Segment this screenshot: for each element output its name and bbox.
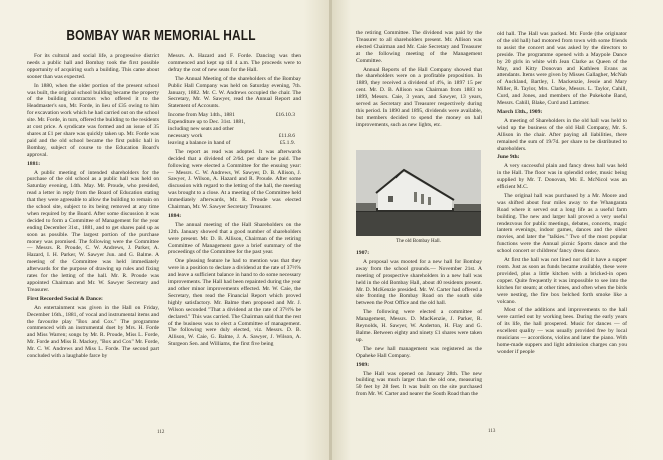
account-row xyxy=(168,112,301,119)
section-heading: 1881: xyxy=(27,160,41,167)
old-hall-photo xyxy=(356,150,481,236)
account-row xyxy=(168,126,301,133)
accounts-table xyxy=(168,112,301,147)
paragraph: In 1880, when the older portion of the present school was built, the original school building became the property of the building contractors who offered it to the Headmaster's son, Mr. Forde, in lieu of £35 owing to him for excavation work which he had carried out on the school site. Mr. Forde, in turn, offered the building to the residents at cost price. A syndicate was formed and an issue of 35 shares at £1 per share was quickly taken up. Mr. Forde was paid and the old school became the first public hall in Bombay, subject of course to the Education Board's approval. xyxy=(27,82,159,158)
paragraph: The new hall management was registered as the Opaheke Hall Company. xyxy=(356,345,482,359)
column-section xyxy=(168,149,301,348)
paragraph: One pleasing feature he had to mention was that they were in a position to declare a dividend at the rate of 37½% and leave a sufficient balance in hand to do some necessary improvements. The Hall had been repainted during the year and other minor improvements effected. Mr. W. Caie, the Secretary, then read the Financial Report which proved highly satisfactory. Mr. Balme then proposed and Mr. J. Wilson seconded "That a dividend at the rate of 37½% be declared." This was carried. The Chairman said that the rest of the business was to elect a Committee of management. The following were duly elected, viz. Messrs. D. B. Allison, W. Caie, G. Balme, J. A. Sawyer, J. Wilson, A. Sturgeon Sen. and Williams, the first five being xyxy=(168,258,301,348)
section-heading: 1907: xyxy=(356,250,370,256)
paragraph: An entertainment was given in the Hall on Friday, December 16th., 1881, of vocal and instrumental items and the favourite play "Box and Cox." The programme commenced with an instrumental duet by Mrs. H. Forde and Miss Warren; songs by Mr. R. Proude, Miss L. Forde, Mr. Forde and Miss B. Mackey, "Box and Cox" Mr. Forde, Mr. C. W. Andrews and Miss L. Forde. The second part concluded with a laughable farce by xyxy=(27,304,159,360)
left-column-2 xyxy=(168,53,301,350)
section-heading: First Recorded Social & Dance: xyxy=(27,295,103,302)
account-row xyxy=(168,119,301,126)
section-heading: June 9th: xyxy=(497,154,520,161)
account-label: leaving a balance in hand of xyxy=(168,139,231,146)
paragraph: A proposal was mooted for a new hall for Bombay away from the school grounds.— November 21st. A meeting of prospective shareholders in a new hall was held in the old Bombay Hall, about 40 residents present. Mr. D. McKenzie presided. Mr. W. Carter had offered a site fronting the Bombay Road on the south side between the Post Office and the old hall. xyxy=(356,258,482,307)
account-label: including new seats and other xyxy=(168,126,234,133)
paragraph: The following were elected a committee of Management, Messrs. D. MacKenzie, J. Parker, R. Reynolds, H. Sawyer, W. Anderton, H. Flay and G. Balme. Between eighty and ninety £1 shares were taken up. xyxy=(356,309,482,343)
paragraph: Most of the additions and improvements to the hall were carried out by working bees. During the early years of its life, the hall prospered. Music for dances — of excellent quality — was usually provided free by local musicians — accordions, violins and later the piano. With home-made suppers and light admission charges can you wonder if people xyxy=(497,307,627,355)
paragraph: The annual meeting of the Hall Shareholders on the 12th. January showed that a good number of shareholders were present. Mr. D. B. Allison, Chairman of the retiring Committee of Management gave a brief summary of the proceedings of the Committee for the past year. xyxy=(168,221,301,256)
paragraph: The report as read was adopted. It was afterwards decided that a dividend of 2/6d. per share be paid. The following were elected a Committee for the ensuing year: — Messrs. C. W. Andrews, W. Sawyer, D. B. Allison, J. Sawyer, J. Wilson, A. Hazard and R. Proude. After some discussion with regard to the letting of the hall, the meeting was brought to a close. At a meeting of the Committee held immediately afterwards, Mr. R. Proude was elected Chairman, Mr. W. Sawyer Secretary Treasurer. xyxy=(168,148,301,211)
section-heading: 1909: xyxy=(356,361,370,368)
paragraph: the retiring Committee. The dividend was paid by the Treasurer to all shareholders present. Mr. Allison was elected Chairman and Mr. Caie Secretary and Treasurer at the following meeting of the Management Committee. xyxy=(356,30,482,64)
column-section xyxy=(168,53,301,110)
section-heading: 1884: xyxy=(168,212,182,219)
paragraph: The original hall was purchased by a Mr. Moore and was shifted about four miles away to the Whangarata Road where it served out a long life as a useful farm building. The new and larger hall proved a very useful rendezvous for public meetings, debates, concerts, magic lantern evenings, indoor games, dances and the silent movies, and later the "talkies." Two of the most popular functions were the Annual picnic Sports dance and the school concert or childrens' fancy dress dance. xyxy=(497,192,627,255)
paragraph: A meeting of Shareholders in the old hall was held to wind up the business of the old Hall Company, Mr. S. Allison in the chair. After paying all liabilities, there remained the sum of 19/7d. per share to be distributed to shareholders. xyxy=(497,117,627,152)
section-heading: March 13th., 1909: xyxy=(497,108,543,115)
hall-building-illustration xyxy=(356,150,481,236)
account-row xyxy=(168,133,301,140)
paragraph: The Annual Meeting of the shareholders of the Bombay Public Hall Company was held on Saturday evening, 7th. January, 1882. Mr. C. W. Andrews occupied the chair. The Secretary, Mr. W. Sawyer, read the Annual Report and Statement of Accounts. xyxy=(168,75,301,110)
right-column-1-top xyxy=(356,30,482,131)
account-amount: £11.8.6 xyxy=(278,132,295,139)
paragraph: A public meeting of intended shareholders for the purchase of the old school as a public hall was held on Saturday evening, 14th. May. Mr. Proude, who presided, read a letter in reply from the Board of Education stating that they were agreeable to allow the building to remain on the school site, subject to its being removed at any time when required by the Board. After some discussion it was decided to form a Committee of Management for the year ending December 31st., 1881, and to get shares paid up as soon as possible. The largest portion of the purchase money was promised. The following were the Committee — Messrs. R. Proude, C. W. Andrews, J. Parker, A. Hazard, I. H. Parker, W. Sawyer Jun. and G. Balme. A meeting of the Committee was held immediately afterwards for the purpose of drawing up rules and fixing rates for the letting of the hall. Mr. R. Proude was appointed Chairman and Mr. W. Sawyer Secretary and Treasurer. xyxy=(27,169,159,293)
account-label: Income from May 14th., 1881 xyxy=(168,112,235,119)
paragraph: Messrs. A. Hazard and F. Forde. Dancing was then commenced and kept up till 4 a.m. The proceeds were to defray the cost of new seats for the Hall. xyxy=(168,53,301,73)
page-number-right: 113 xyxy=(488,429,496,434)
paragraph: For its cultural and social life, a progressive district needs a public hall and Bombay took the first possible opportunity of acquiring such a building. This came about sooner than was expected. xyxy=(27,53,159,80)
paragraph: Annual Reports of the Hall Company showed that the shareholders were on a profitable proposition. In 1889, they received a dividend of 4%, in 1897 15 per cent. Mr. D. B. Allison was Chairman from 1883 to 1899, Messrs. Caie, 3 years, and Sawyer, 13 years, served as Secretary and Treasurer respectively during this period. In 1890 and 1895, dividends were available, but members decided to spend the money on hall improvements, such as new lights, etc. xyxy=(356,66,482,128)
paragraph: The Hall was opened on January 28th. The new building was much larger than the old one, measuring 50 feet by 28 feet. It was built on the site purchased from Mr. W. Carter and nearer the South Road than the xyxy=(356,370,482,398)
account-amount: £16.10.3 xyxy=(275,112,295,119)
paragraph: A very successful plain and fancy dress ball was held in the Hall. The floor was in splendid order, music being supplied by Mr. T. Donovan, Mr. E. McNicol was an efficient M.C. xyxy=(497,163,627,191)
account-label: necessary work xyxy=(168,132,203,139)
account-label: Expenditure up to Dec. 31st. 1881, xyxy=(168,119,246,126)
right-column-1-bottom xyxy=(356,249,482,400)
book-gutter xyxy=(329,0,332,460)
account-amount: £5.1.9. xyxy=(279,139,295,146)
right-column-2 xyxy=(497,31,627,358)
left-column-1 xyxy=(27,53,159,362)
photo-caption: The old Bombay Hall. xyxy=(396,239,441,244)
paragraph: old hall. The Hall was packed. Mr. Forde (the originator of the old hall) had motored from town with some friends to assist the concert and was asked by the directors to preside. The programme opened with a Maypole Dance by 20 girls in white with Jean Clarke as Queen of the May, and Kitty Donovan and Kathleen Evans as attendants. Items were given by Misses Gallagher, McNab of Auckland, Bartley, I. Mackenzie, Jessie and Mary Miller, R. Taylor, Mrs. Clarke, Messrs. L. Taylor, Cahill, Curd, and Jones, and members of the Pukekohe Band, Messrs. Cahill, Blake, Curd and Lattimer. xyxy=(497,31,627,107)
paragraph: At first the hall was not lined nor did it have a supper room. Just as soon as funds became available, these were provided, plus a little kitchen with a bricked-in open copper. Quite frequently it was impossible to see into the kitchen for steam; at other times, and often when the birds were nesting, the fire box belched forth smoke like a volcano. xyxy=(497,257,627,305)
page-number-left: 112 xyxy=(157,430,165,435)
account-row xyxy=(168,140,301,147)
page-title: BOMBAY WAR MEMORIAL HALL xyxy=(66,28,256,44)
